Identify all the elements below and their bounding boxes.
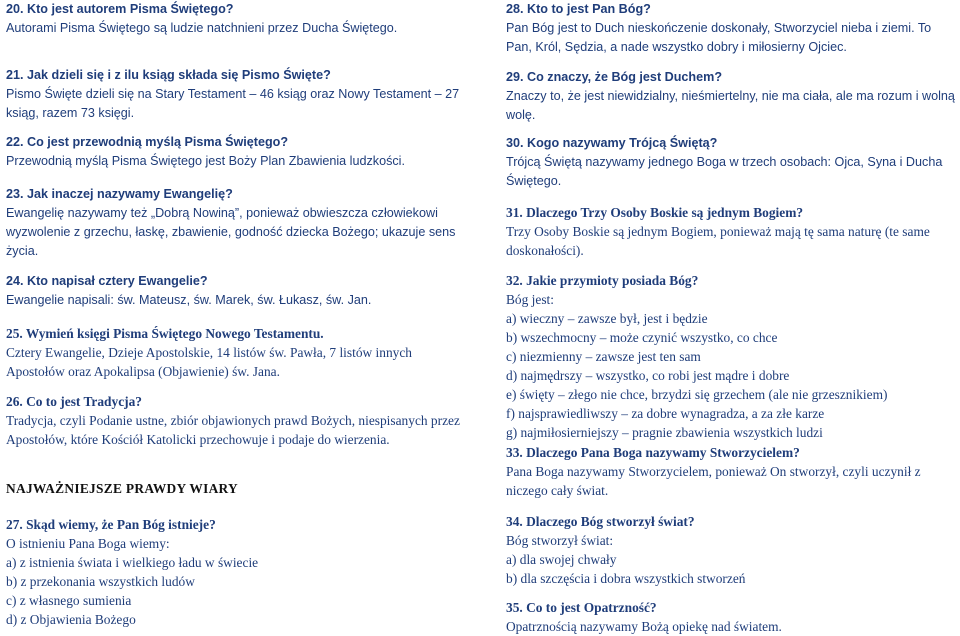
question-30 xyxy=(506,134,958,191)
answer-text: Pan Bóg jest to Duch nieskończenie doskonały, Stworzyciel nieba i ziemi. To Pan, Król, Sędzia, a nade wszystko dobry i miłosierny Ojciec. xyxy=(506,21,932,54)
answer-text: Autorami Pisma Świętego są ludzie natchnieni przez Ducha Świętego. xyxy=(6,21,398,35)
answer-text: Ewangelie napisali: św. Mateusz, św. Marek, św. Łukasz, św. Jan. xyxy=(6,293,372,307)
question-24 xyxy=(6,272,468,310)
list-item: d) najmędrszy – wszystko, co robi jest mądre i dobre xyxy=(506,368,790,383)
question-title: 28. Kto to jest Pan Bóg? xyxy=(506,2,651,16)
list-item: e) święty – złego nie chce, brzydzi się grzechem (ale nie grzesznikiem) xyxy=(506,387,888,402)
answer-list xyxy=(506,309,958,442)
question-25 xyxy=(6,324,468,381)
question-title: 30. Kogo nazywamy Trójcą Świętą? xyxy=(506,136,718,150)
answer-text: Bóg stworzył świat: xyxy=(506,533,614,548)
question-title: 20. Kto jest autorem Pisma Świętego? xyxy=(6,2,234,16)
list-item: d) z Objawienia Bożego xyxy=(6,612,136,627)
question-title: 26. Co to jest Tradycja? xyxy=(6,394,142,409)
question-title: 23. Jak inaczej nazywamy Ewangelię? xyxy=(6,187,233,201)
answer-text: Pismo Święte dzieli się na Stary Testament – 46 ksiąg oraz Nowy Testament – 27 ksiąg, razem 73 księgi. xyxy=(6,87,460,120)
question-title: 25. Wymień księgi Pisma Świętego Nowego Testamentu. xyxy=(6,326,324,341)
list-item: b) wszechmocny – może czynić wszystko, co chce xyxy=(506,330,778,345)
question-22 xyxy=(6,133,468,171)
question-title: 24. Kto napisał cztery Ewangelie? xyxy=(6,274,208,288)
section-heading xyxy=(6,479,468,498)
list-item: a) z istnienia świata i wielkiego ładu w świecie xyxy=(6,555,259,570)
answer-text: Pana Boga nazywamy Stworzycielem, ponieważ On stworzył, czyli uczynił z niczego cały świat. xyxy=(506,464,921,498)
list-item: a) dla swojej chwały xyxy=(506,552,617,567)
question-title: 32. Jakie przymioty posiada Bóg? xyxy=(506,273,699,288)
answer-text: Ewangelię nazywamy też „Dobrą Nowiną”, ponieważ obwieszcza człowiekowi wyzwolenie z grzechu, łaskę, zbawienie, godność dziecka Bożego; ukazuje sens życia. xyxy=(6,206,456,258)
question-title: 29. Co znaczy, że Bóg jest Duchem? xyxy=(506,70,723,84)
question-26 xyxy=(6,392,468,449)
answer-text: Opatrznością nazywamy Bożą opiekę nad światem. xyxy=(506,619,782,634)
question-title: 34. Dlaczego Bóg stworzył świat? xyxy=(506,514,695,529)
answer-text: Tradycja, czyli Podanie ustne, zbiór objawionych prawd Bożych, niespisanych przez Apostołów, które Kościół Katolicki przechowuje i podaje do wierzenia. xyxy=(6,413,460,447)
list-item: g) najmiłosierniejszy – pragnie zbawienia wszystkich ludzi xyxy=(506,425,823,440)
list-item: a) wieczny – zawsze był, jest i będzie xyxy=(506,311,708,326)
question-title: 33. Dlaczego Pana Boga nazywamy Stworzycielem? xyxy=(506,445,800,460)
answer-text: Cztery Ewangelie, Dzieje Apostolskie, 14 listów św. Pawła, 7 listów innych Apostołów oraz Apokalipsa (Objawienie) św. Jana. xyxy=(6,345,412,379)
question-title: 31. Dlaczego Trzy Osoby Boskie są jednym Bogiem? xyxy=(506,205,804,220)
answer-text: Trzy Osoby Boskie są jednym Bogiem, ponieważ mają tę sama naturę (te same doskonałości). xyxy=(506,224,930,258)
answer-list xyxy=(506,550,958,588)
list-item: c) z własnego sumienia xyxy=(6,593,132,608)
question-title: 21. Jak dzieli się i z ilu ksiąg składa się Pismo Święte? xyxy=(6,68,331,82)
question-33 xyxy=(506,443,958,500)
question-34 xyxy=(506,512,958,588)
list-item: f) najsprawiedliwszy – za dobre wynagradza, a za złe karze xyxy=(506,406,825,421)
question-35 xyxy=(506,598,958,636)
answer-text: Przewodnią myślą Pisma Świętego jest Boży Plan Zbawienia ludzkości. xyxy=(6,154,405,168)
answer-text: Znaczy to, że jest niewidzialny, nieśmiertelny, nie ma ciała, ale ma rozum i wolną wolę. xyxy=(506,89,955,122)
heading-text: NAJWAŻNIEJSZE PRAWDY WIARY xyxy=(6,481,239,496)
question-31 xyxy=(506,203,958,260)
question-27 xyxy=(6,515,468,629)
question-29 xyxy=(506,68,958,125)
question-title: 22. Co jest przewodnią myślą Pisma Świętego? xyxy=(6,135,289,149)
answer-text: Trójcą Świętą nazywamy jednego Boga w trzech osobach: Ojca, Syna i Ducha Świętego. xyxy=(506,155,943,188)
answer-list xyxy=(6,553,468,629)
question-21 xyxy=(6,66,468,123)
answer-text: Bóg jest: xyxy=(506,292,554,307)
answer-text: O istnieniu Pana Boga wiemy: xyxy=(6,536,170,551)
question-title: 27. Skąd wiemy, że Pan Bóg istnieje? xyxy=(6,517,216,532)
question-23 xyxy=(6,185,468,261)
question-20 xyxy=(6,0,468,38)
list-item: b) z przekonania wszystkich ludów xyxy=(6,574,195,589)
question-28 xyxy=(506,0,958,57)
list-item: c) niezmienny – zawsze jest ten sam xyxy=(506,349,701,364)
question-32 xyxy=(506,271,958,442)
question-title: 35. Co to jest Opatrzność? xyxy=(506,600,657,615)
list-item: b) dla szczęścia i dobra wszystkich stworzeń xyxy=(506,571,746,586)
